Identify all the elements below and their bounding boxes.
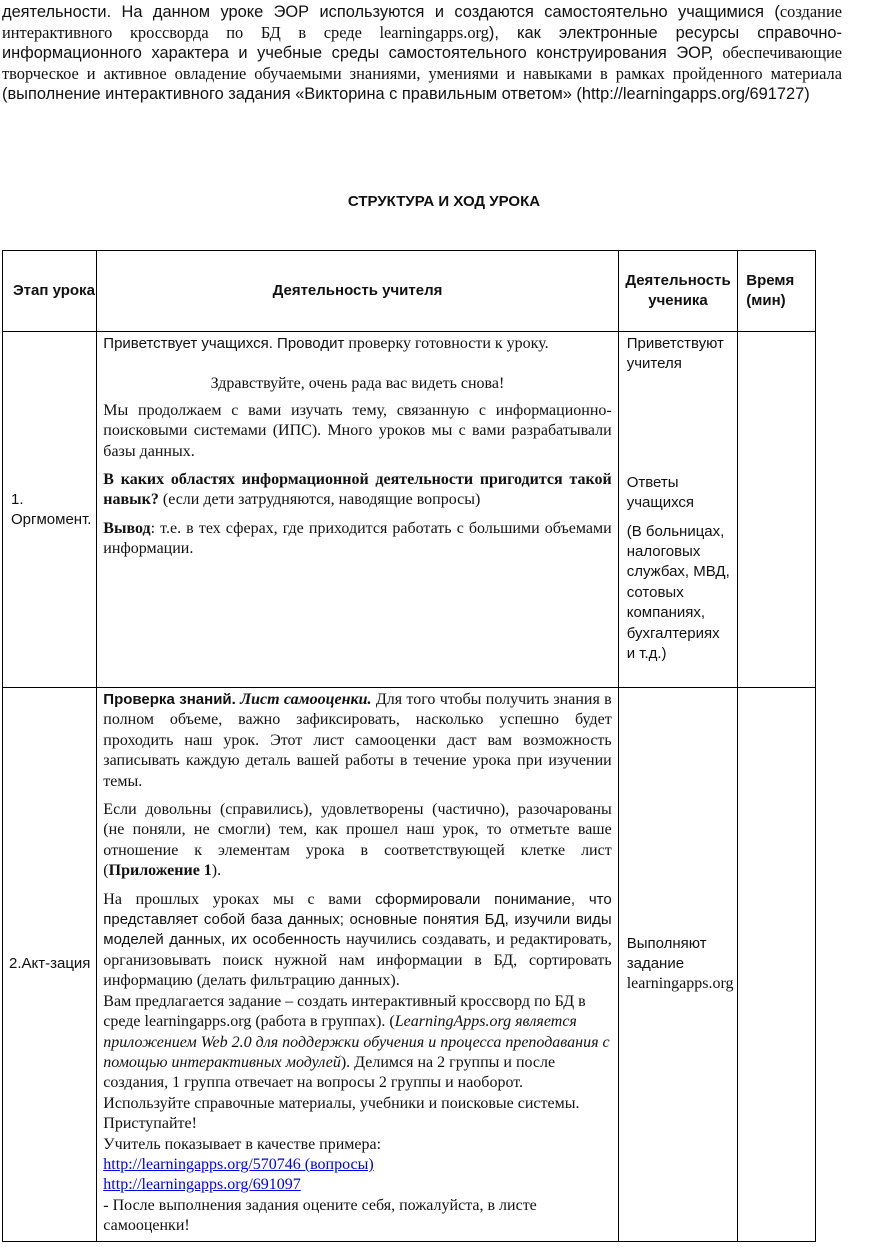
row2-past-a: На прошлых уроках мы с вами [103,890,362,908]
header-time: Время (мин) [738,251,816,332]
row2-satisfied: Если довольны (справились), удовлетворены (частично), разочарованы (не поняли, не смогли) тем, как прошел наш урок, то отметьте ваше отношение к элементам урока в соответствующей клетке лист ( [103,801,612,880]
row2-after: - После выполнения задания оцените себя, пожалуйста, в листе самооценки! [103,1196,537,1235]
intro-part-4: обеспечивающие творческое и активное овладение обучаемыми знаниями, умениями и навыками в рамках пройденного материала [2,43,842,83]
row2-stage: 2.Акт-зация [3,688,97,1242]
row2-appendix: Приложение 1 [108,862,212,880]
table-header-row [3,251,816,332]
lesson-structure-table [2,250,816,1242]
row1-hello: Здравствуйте, очень рада вас видеть снова! [210,375,505,393]
row2-past-c: научились создавать, и редактировать, организовывать поиск нужной нам информации в БД, сортировать информацию (делать фильтрацию данных). [103,931,612,990]
row1-question: В каких областях информационной деятельности пригодится такой навык? [103,471,612,509]
row2-check: Для того чтобы получить знания в полном объеме, важно зафиксировать, насколько успешно будет проходить наш урок. Этот лист самооценки даст вам возможность записывать каждую деталь вашей работы в течение урока при изучении темы. [103,691,612,790]
row2-teacher: Проверка знаний. Лист самооценки. Для того чтобы получить знания в полном объеме, важно зафиксировать, насколько успешно будет проходить наш урок. Этот лист самооценки даст вам возможность записывать каждую деталь вашей работы в течение урока при изучении темы. Если довольны (справились), удовлетворены (частично), разочарованы (не поняли, не смогли) тем, как прошел наш урок, то отметьте ваше отношение к элементам урока в соответствующей клетке лист (Приложение 1). На прошлых уроках мы с вами сформировали понимание, что представляет собой база данных; основные понятия БД, изучили виды моделей данных, их особенность научились создавать, и редактировать, организовывать поиск нужной нам информации в БД, сортировать информацию (делать фильтрацию данных). Вам предлагается задание – создать интерактивный кроссворд по БД в среде learningapps.org (работа в группах). (LearningApps.org является приложением Web 2.0 для поддержки обучения и процесса преподавания с помощью интерактивных модулей). Делимся на 2 группы и после создания, 1 группа отвечает на вопросы 2 группы и наоборот. Используйте справочные материалы, учебники и поисковые системы. Приступайте! Учитель показывает в качестве примера: http://learningapps.org/570746 (вопросы) http://learningapps.org/691097 - После выполнения задания оцените себя, пожалуйста, в листе самооценки! [97,688,618,1242]
intro-part-1: деятельности. На данном уроке ЭОР используются и создаются самостоятельно учащимися ( [2,3,780,21]
row2-time [738,688,816,1242]
row2-task: Вам предлагается задание – создать интерактивный кроссворд по БД в среде learningapps.org (работа в группах). ( [103,992,586,1031]
row1-student-examples: (В больницах, налоговых службах, МВД, сотовых компаниях, бухгалтериях и т.д.) [626,522,730,663]
row2-student [618,688,738,1242]
row2-example: Учитель показывает в качестве примера: [103,1135,382,1153]
row1-conclusion: : т.е. в тех сферах, где приходится работать с большими объемами информации. [103,519,612,558]
row1-time [738,332,816,688]
table-row [3,332,816,688]
intro-part-3: ), как электронные ресурсы справочно-информационного характера и учебные среды самостоятельного конструирования ЭОР, [2,23,842,62]
row2-task-italic: LearningApps.org является приложением Web 2.0 для поддержки обучения и процесса преподавания с помощью интерактивных модулей [103,1013,610,1071]
example-link-1[interactable]: http://learningapps.org/570746 (вопросы) [103,1155,374,1173]
row1-continue: Мы продолжаем с вами изучать тему, связанную с информационно-поисковыми системами (ИПС). Много уроков мы с вами разрабатывали базы данных. [103,401,612,460]
row1-stage: 1. Оргмомент. [3,332,97,688]
header-teacher: Деятельность учителя [97,251,618,332]
row1-student-answers: Ответы учащихся [626,473,695,512]
row1-student-greet: Приветствуют учителя [626,335,724,373]
row1-student [618,332,738,688]
table-row [3,688,816,1242]
example-link-2[interactable]: http://learningapps.org/691097 [103,1176,301,1194]
row1-greeting: Приветствует учащихся. Проводит [103,335,345,352]
row2-past-b: сформировали понимание, что представляет собой база данных; основные понятия БД, изучили виды моделей данных, их особенность [103,890,612,949]
row2-sheet-label: Лист самооценки. [240,691,372,708]
row1-question-note: (если дети затрудняются, наводящие вопросы) [158,491,481,509]
row2-student-do: Выполняют задание [626,934,707,973]
intro-paragraph [2,2,842,105]
row1-teacher [97,332,618,688]
row2-student-site: learningapps.org [626,975,734,993]
intro-part-5: (выполнение интерактивного задания «Викторина с правильным ответом» (http://learningapps.org/691727) [2,85,810,103]
row1-greeting-2: проверку готовности к уроку. [344,335,549,352]
row1-conclusion-label: Вывод [103,519,151,537]
row2-check-label: Проверка знаний. [103,691,236,708]
section-title: СТРУКТУРА И ХОД УРОКА [347,193,541,210]
header-student: Деятельность ученика [618,251,738,332]
row2-start: Приступайте! [103,1115,197,1133]
intro-part-2: создание интерактивного кроссворда по БД в среде learningapps.org [2,2,842,42]
row2-use: Используйте справочные материалы, учебники и поисковые системы. [103,1094,580,1112]
header-stage: Этап урока [3,251,97,332]
